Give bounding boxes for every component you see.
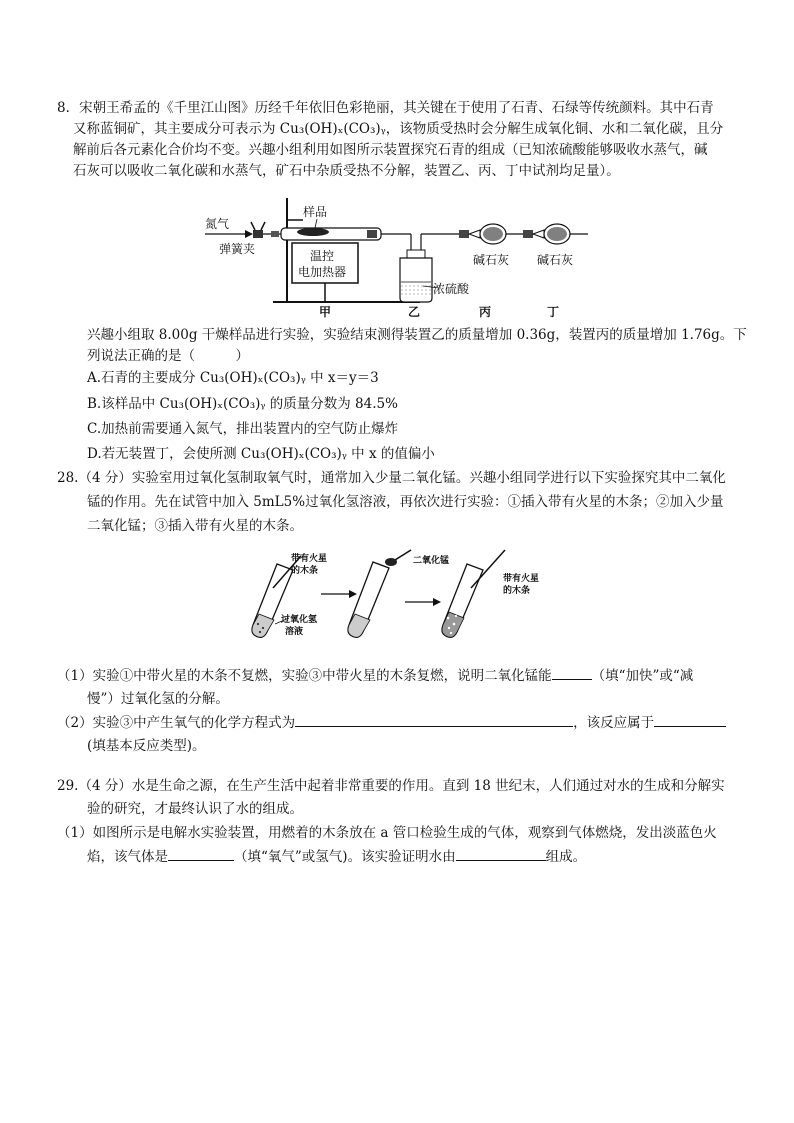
- apparatus-diagram: [195, 190, 595, 322]
- wash-bottle: [400, 258, 432, 302]
- splint2-label-1: 带有火星: [503, 574, 540, 584]
- clamp-label: 弹簧夹: [219, 242, 256, 256]
- q28-part1-text-b: （填“加快”或“减: [591, 668, 694, 684]
- q8-option-a: A.石青的主要成分 Cu₃(OH)ₓ(CO₃)ᵧ 中 x＝y＝3: [87, 370, 379, 386]
- splint1-label-1: 带有火星: [291, 554, 328, 564]
- q28-text-line-2: 锰的作用。先在试管中加入 5mL5%过氧化氢溶液，再依次进行实验：①插入带有火星的木条；②加入少量: [87, 494, 724, 510]
- q29-part1-text-c: （填“氧气”或氢气)。该实验证明水由: [234, 849, 456, 865]
- q28-text-line-1: 28.（4 分）实验室用过氧化氢制取氧气时，通常加入少量二氧化锰。兴趣小组同学进行以下实验探究其中二氧化: [57, 470, 726, 486]
- test-tube-figure: [245, 548, 545, 642]
- q8-text-line-1: 8．宋朝王希孟的《千里江山图》历经千年依旧色彩艳丽，其关键在于使用了石青、石绿等传统颜料。其中石青: [57, 100, 714, 116]
- clamp-body: [253, 230, 263, 238]
- nitrogen-label: 氮气: [205, 217, 230, 231]
- splint1-label-2: 的木条: [291, 566, 319, 576]
- q29-part1-line2: [87, 846, 586, 867]
- sample-label: 样品: [303, 205, 328, 219]
- q28-part2-text-a: （2）实验③中产生氧气的化学方程式为: [57, 715, 296, 731]
- q29-part1-text-b: 焰，该气体是: [87, 849, 168, 865]
- q28-part2-line1: [57, 712, 726, 733]
- test-tube-2: [348, 550, 411, 637]
- test-tube-3: [442, 550, 505, 637]
- label-jia: 甲: [319, 305, 332, 319]
- mno2-label: 二氧化锰: [413, 556, 450, 566]
- solution-label-1: 过氧化氢: [281, 615, 318, 625]
- clamp-icon: [251, 222, 265, 230]
- q28-part1-text-a: （1）实验①中带火星的木条不复燃，实验③中带火星的木条复燃，说明二氧化锰能: [57, 668, 552, 684]
- inlet-arrow: [245, 230, 253, 238]
- solution-label-2: 溶液: [285, 627, 304, 637]
- q8-option-c: C.加热前需要通入氮气，排出装置内的空气防止爆炸: [87, 421, 399, 437]
- label-bing: 丙: [479, 305, 492, 319]
- q8-text-line-5: 兴趣小组取 8.00g 干燥样品进行实验，实验结束测得装置乙的质量增加 0.36g，装置丙的质量增加 1.76g。下: [87, 327, 747, 343]
- q28-text-line-3: 二氧化锰；③插入带有火星的木条。: [87, 518, 303, 534]
- q29-text-line-2: 验的研究，才最终认识了水的组成。: [87, 801, 303, 817]
- label-yi: 乙: [408, 305, 421, 319]
- q28-part1-answer-blank[interactable]: [552, 665, 592, 680]
- q28-part1-line2: 慢”）过氧化氢的分解。: [87, 691, 229, 707]
- sample-powder: [297, 228, 329, 236]
- lime-label-1: 碱石灰: [473, 253, 510, 267]
- q28-part1-line1: [57, 665, 693, 686]
- q28-reaction-type-blank[interactable]: [654, 712, 726, 727]
- splint2-label-2: 的木条: [503, 586, 531, 596]
- reaction-tube: [281, 228, 381, 240]
- label-ding: 丁: [547, 305, 560, 319]
- q28-part2-line2: (填基本反应类型)。: [87, 738, 206, 754]
- q29-composition-blank[interactable]: [456, 846, 546, 861]
- q29-part1-text-d: 组成。: [545, 849, 587, 865]
- q8-text-line-3: 解前后各元素化合价均不变。兴趣小组利用如图所示装置探究石青的组成（已知浓硫酸能够吸收水蒸气，碱: [73, 142, 708, 158]
- lime-label-2: 碱石灰: [537, 253, 574, 267]
- q28-part2-text-b: ，该反应属于: [573, 715, 655, 731]
- heater-label-2: 电加热器: [298, 265, 347, 279]
- q8-text-line-6: 列说法正确的是（ ）: [87, 348, 249, 364]
- q8-option-d: D.若无装置丁，会使所测 Cu₃(OH)ₓ(CO₃)ᵧ 中 x 的值偏小: [87, 446, 435, 462]
- q8-text-line-4: 石灰可以吸收二氧化碳和水蒸气，矿石中杂质受热不分解，装置乙、丙、丁中试剂均足量）。: [73, 163, 620, 179]
- q8-text-line-2: 又称蓝铜矿，其主要成分可表示为 Cu₃(OH)ₓ(CO₃)ᵧ，该物质受热时会分解生成氧化铜、水和二氧化碳，且分: [73, 121, 724, 137]
- q28-equation-blank[interactable]: [295, 712, 573, 727]
- q29-text-line-1: 29.（4 分）水是生命之源，在生产生活中起着非常重要的作用。直到 18 世纪末，人们通过对水的生成和分解实: [57, 778, 725, 794]
- q8-option-b: B.该样品中 Cu₃(OH)ₓ(CO₃)ᵧ 的质量分数为 84.5%: [87, 396, 398, 412]
- heater-label-1: 温控: [310, 249, 335, 263]
- q29-part1-line1: （1）如图所示是电解水实验装置，用燃着的木条放在 a 管口检验生成的气体，观察到气体燃烧，发出淡蓝色火: [57, 825, 717, 841]
- acid-label: 浓硫酸: [433, 282, 470, 296]
- q29-gas-blank[interactable]: [168, 846, 234, 861]
